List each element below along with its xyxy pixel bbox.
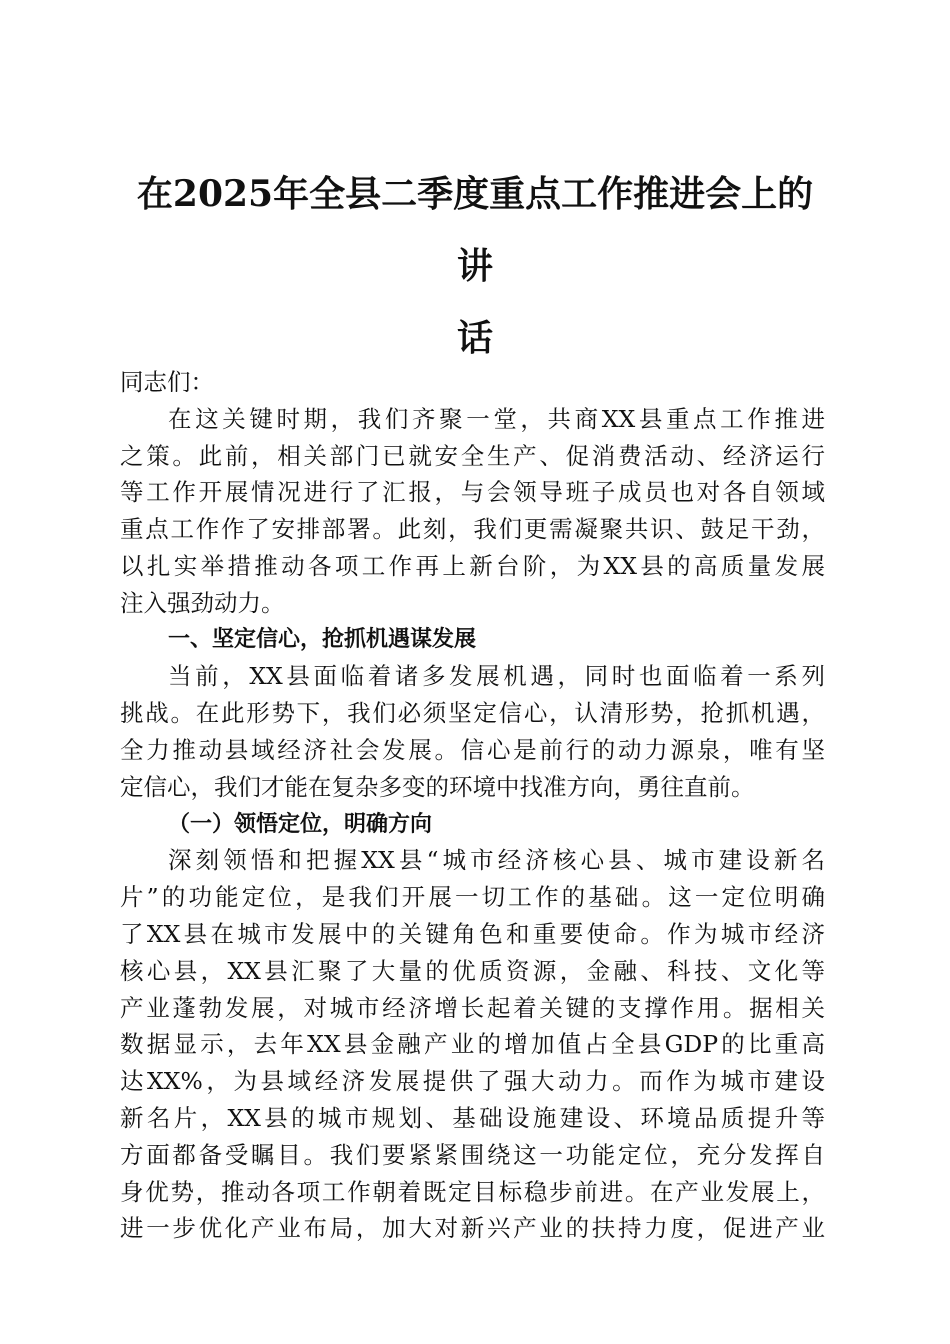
section-heading: （一）领悟定位，明确方向 [168,810,433,837]
body-text-line: 以扎实举措推动各项工作再上新台阶，为XX县的高质量发展 [120,551,825,580]
body-text-line: 新名片，XX县的城市规划、基础设施建设、环境品质提升等 [120,1103,825,1132]
body-text-line: 身优势，推动各项工作朝着既定目标稳步前进。在产业发展上， [120,1177,825,1206]
body-text-line: 挑战。在此形势下，我们必须坚定信心，认清形势，抢抓机遇， [120,699,825,728]
body-text-line: 在这关键时期，我们齐聚一堂，共商XX县重点工作推进 [168,404,825,433]
body-text-line: 之策。此前，相关部门已就安全生产、促消费活动、经济运行 [120,441,825,470]
body-text-line: 核心县，XX县汇聚了大量的优质资源，金融、科技、文化等 [120,956,825,985]
body-text-line: 定信心，我们才能在复杂多变的环境中找准方向，勇往直前。 [120,772,755,801]
body-text-line: 注入强劲动力。 [120,588,285,617]
title-line-2: 话 [456,317,493,359]
section-heading: 一、坚定信心，抢抓机遇谋发展 [168,626,477,652]
body-text-line: 进一步优化产业布局，加大对新兴产业的扶持力度，促进产业 [120,1214,825,1243]
body-text-line: 当前，XX县面临着诸多发展机遇，同时也面临着一系列 [168,662,825,691]
title-line-1: 在2025年全县二季度重点工作推进会上的讲 [136,173,814,287]
salutation: 同志们： [120,368,214,396]
body-text-line: 等工作开展情况进行了汇报，与会领导班子成员也对各自领域 [120,478,825,507]
body-text-line: 数据显示，去年XX县金融产业的增加值占全县GDP的比重高 [120,1030,825,1059]
document-title [120,158,830,374]
body-text-line: 片”的功能定位，是我们开展一切工作的基础。这一定位明确 [120,883,825,912]
body-text-line: 了XX县在城市发展中的关键角色和重要使命。作为城市经济 [120,919,825,948]
body-text-line: 产业蓬勃发展，对城市经济增长起着关键的支撑作用。据相关 [120,993,825,1022]
body-text-line: 方面都备受瞩目。我们要紧紧围绕这一功能定位，充分发挥自 [120,1140,825,1169]
document-body [120,364,825,1247]
body-text-line: 深刻领悟和把握XX县“城市经济核心县、城市建设新名 [168,846,825,875]
body-text-line: 全力推动县域经济社会发展。信心是前行的动力源泉，唯有坚 [120,735,825,764]
body-text-line: 达XX%，为县域经济发展提供了强大动力。而作为城市建设 [120,1067,825,1096]
paragraph-lines [120,401,825,1247]
body-text-line: 重点工作作了安排部署。此刻，我们更需凝聚共识、鼓足干劲， [120,515,825,544]
